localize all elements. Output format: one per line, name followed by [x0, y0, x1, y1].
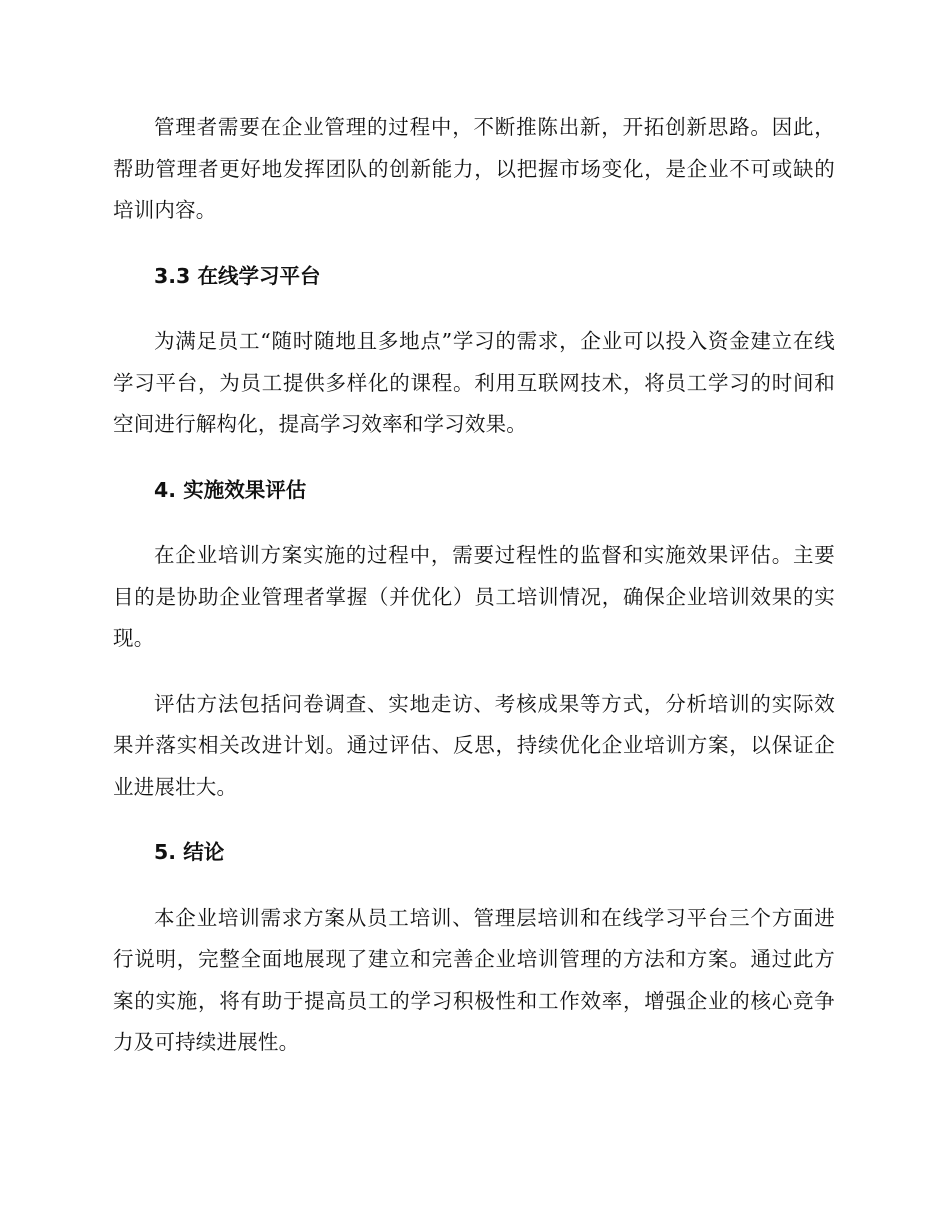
paragraph-evaluation-purpose: 在企业培训方案实施的过程中，需要过程性的监督和实施效果评估。主要目的是协助企业管理者掌握（并优化）员工培训情况，确保企业培训效果的实现。 — [113, 543, 835, 650]
paragraph-evaluation-methods: 评估方法包括问卷调查、实地走访、考核成果等方式，分析培训的实际效果并落实相关改进计划。通过评估、反思，持续优化企业培训方案，以保证企业进展壮大。 — [113, 691, 835, 799]
section-heading-3-3: 3.3 在线学习平台 — [154, 263, 321, 288]
document-page — [113, 107, 835, 1088]
paragraph-online-platform: 为满足员工“随时随地且多地点”学习的需求，企业可以投入资金建立在线学习平台，为员工提供多样化的课程。利用互联网技术，将员工学习的时间和空间进行解构化，提高学习效率和学习效果。 — [113, 329, 835, 436]
paragraph-conclusion: 本企业培训需求方案从员工培训、管理层培训和在线学习平台三个方面进行说明，完整全面地展现了建立和完善企业培训管理的方法和方案。通过此方案的实施，将有助于提高员工的学习积极性和工作效率，增强企业的核心竞争力及可持续进展性。 — [113, 905, 835, 1054]
section-heading-4: 4. 实施效果评估 — [154, 477, 307, 502]
section-heading-5: 5. 结论 — [154, 840, 225, 864]
paragraph-innovation-training: 管理者需要在企业管理的过程中，不断推陈出新，开拓创新思路。因此，帮助管理者更好地发挥团队的创新能力，以把握市场变化，是企业不可或缺的培训内容。 — [113, 115, 835, 222]
